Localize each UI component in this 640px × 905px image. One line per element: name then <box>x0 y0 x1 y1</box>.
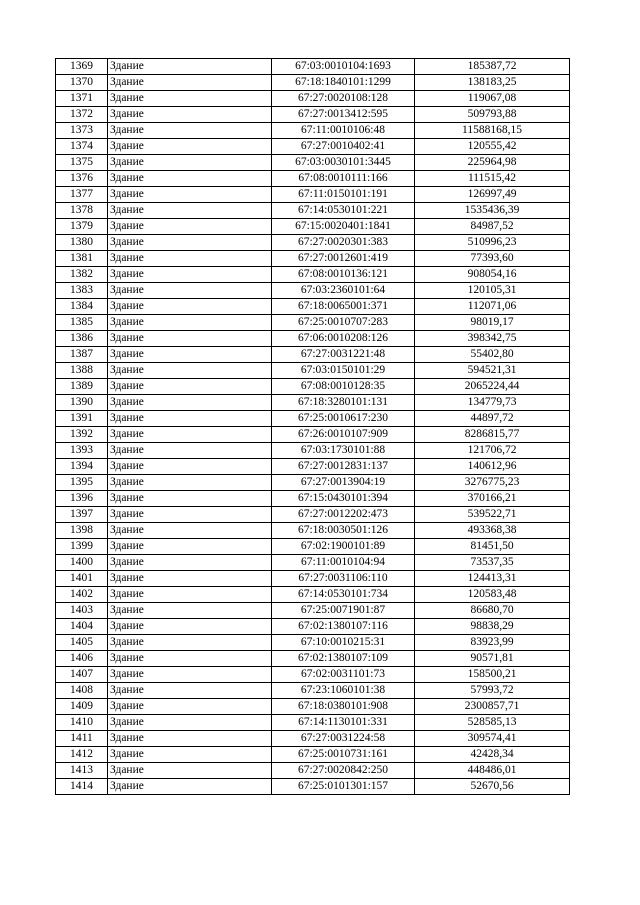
table-row <box>56 443 570 459</box>
cadastral-value-cell: 73537,35 <box>415 555 570 571</box>
row-number-cell: 1414 <box>56 779 108 795</box>
table-row <box>56 747 570 763</box>
cadastral-value-cell: 57993,72 <box>415 683 570 699</box>
row-number-cell: 1381 <box>56 251 108 267</box>
table-row <box>56 763 570 779</box>
object-type-cell: Здание <box>108 411 272 427</box>
property-registry-table <box>55 58 570 795</box>
table-row <box>56 267 570 283</box>
table-row <box>56 347 570 363</box>
row-number-cell: 1373 <box>56 123 108 139</box>
table-row <box>56 491 570 507</box>
cadastral-number-cell: 67:11:0010106:48 <box>272 123 415 139</box>
object-type-cell: Здание <box>108 571 272 587</box>
cadastral-number-cell: 67:18:1840101:1299 <box>272 75 415 91</box>
cadastral-value-cell: 86680,70 <box>415 603 570 619</box>
row-number-cell: 1386 <box>56 331 108 347</box>
cadastral-number-cell: 67:11:0010104:94 <box>272 555 415 571</box>
row-number-cell: 1389 <box>56 379 108 395</box>
object-type-cell: Здание <box>108 91 272 107</box>
cadastral-value-cell: 81451,50 <box>415 539 570 555</box>
table-row <box>56 731 570 747</box>
row-number-cell: 1402 <box>56 587 108 603</box>
cadastral-value-cell: 120583,48 <box>415 587 570 603</box>
row-number-cell: 1412 <box>56 747 108 763</box>
table-row <box>56 523 570 539</box>
row-number-cell: 1376 <box>56 171 108 187</box>
table-row <box>56 171 570 187</box>
cadastral-value-cell: 509793,88 <box>415 107 570 123</box>
table-row <box>56 699 570 715</box>
table-row <box>56 667 570 683</box>
cadastral-value-cell: 11588168,15 <box>415 123 570 139</box>
row-number-cell: 1398 <box>56 523 108 539</box>
table-row <box>56 635 570 651</box>
cadastral-value-cell: 185387,72 <box>415 59 570 75</box>
cadastral-value-cell: 90571,81 <box>415 651 570 667</box>
object-type-cell: Здание <box>108 731 272 747</box>
cadastral-number-cell: 67:10:0010215:31 <box>272 635 415 651</box>
cadastral-value-cell: 134779,73 <box>415 395 570 411</box>
cadastral-number-cell: 67:08:0010111:166 <box>272 171 415 187</box>
table-row <box>56 779 570 795</box>
cadastral-number-cell: 67:27:0010402:41 <box>272 139 415 155</box>
row-number-cell: 1407 <box>56 667 108 683</box>
cadastral-number-cell: 67:14:1130101:331 <box>272 715 415 731</box>
table-row <box>56 651 570 667</box>
row-number-cell: 1401 <box>56 571 108 587</box>
row-number-cell: 1375 <box>56 155 108 171</box>
cadastral-number-cell: 67:03:0150101:29 <box>272 363 415 379</box>
table-row <box>56 299 570 315</box>
table-row <box>56 571 570 587</box>
cadastral-value-cell: 398342,75 <box>415 331 570 347</box>
object-type-cell: Здание <box>108 267 272 283</box>
cadastral-value-cell: 124413,31 <box>415 571 570 587</box>
object-type-cell: Здание <box>108 443 272 459</box>
cadastral-number-cell: 67:03:1730101:88 <box>272 443 415 459</box>
object-type-cell: Здание <box>108 331 272 347</box>
cadastral-number-cell: 67:18:0030501:126 <box>272 523 415 539</box>
cadastral-number-cell: 67:08:0010128:35 <box>272 379 415 395</box>
object-type-cell: Здание <box>108 219 272 235</box>
table-row <box>56 203 570 219</box>
cadastral-value-cell: 158500,21 <box>415 667 570 683</box>
table-row <box>56 619 570 635</box>
object-type-cell: Здание <box>108 539 272 555</box>
table-row <box>56 139 570 155</box>
table-row <box>56 683 570 699</box>
registry-table-body <box>56 59 570 795</box>
cadastral-value-cell: 83923,99 <box>415 635 570 651</box>
object-type-cell: Здание <box>108 203 272 219</box>
cadastral-number-cell: 67:27:0031106:110 <box>272 571 415 587</box>
table-row <box>56 219 570 235</box>
table-row <box>56 459 570 475</box>
object-type-cell: Здание <box>108 315 272 331</box>
cadastral-number-cell: 67:06:0010208:126 <box>272 331 415 347</box>
object-type-cell: Здание <box>108 171 272 187</box>
cadastral-number-cell: 67:02:1380107:116 <box>272 619 415 635</box>
cadastral-value-cell: 120555,42 <box>415 139 570 155</box>
cadastral-number-cell: 67:27:0013412:595 <box>272 107 415 123</box>
cadastral-number-cell: 67:27:0020301:383 <box>272 235 415 251</box>
cadastral-number-cell: 67:15:0020401:1841 <box>272 219 415 235</box>
cadastral-number-cell: 67:27:0020108:128 <box>272 91 415 107</box>
object-type-cell: Здание <box>108 283 272 299</box>
table-row <box>56 107 570 123</box>
cadastral-number-cell: 67:25:0101301:157 <box>272 779 415 795</box>
cadastral-number-cell: 67:27:0031221:48 <box>272 347 415 363</box>
row-number-cell: 1411 <box>56 731 108 747</box>
row-number-cell: 1388 <box>56 363 108 379</box>
row-number-cell: 1397 <box>56 507 108 523</box>
object-type-cell: Здание <box>108 187 272 203</box>
cadastral-value-cell: 594521,31 <box>415 363 570 379</box>
row-number-cell: 1391 <box>56 411 108 427</box>
object-type-cell: Здание <box>108 507 272 523</box>
table-row <box>56 507 570 523</box>
object-type-cell: Здание <box>108 667 272 683</box>
cadastral-number-cell: 67:18:0065001:371 <box>272 299 415 315</box>
cadastral-number-cell: 67:25:0010731:161 <box>272 747 415 763</box>
object-type-cell: Здание <box>108 75 272 91</box>
cadastral-number-cell: 67:27:0013904:19 <box>272 475 415 491</box>
cadastral-value-cell: 77393,60 <box>415 251 570 267</box>
cadastral-value-cell: 140612,96 <box>415 459 570 475</box>
row-number-cell: 1405 <box>56 635 108 651</box>
object-type-cell: Здание <box>108 363 272 379</box>
object-type-cell: Здание <box>108 619 272 635</box>
table-row <box>56 283 570 299</box>
object-type-cell: Здание <box>108 107 272 123</box>
table-row <box>56 379 570 395</box>
cadastral-value-cell: 44897,72 <box>415 411 570 427</box>
object-type-cell: Здание <box>108 251 272 267</box>
cadastral-number-cell: 67:14:0530101:734 <box>272 587 415 603</box>
object-type-cell: Здание <box>108 59 272 75</box>
cadastral-number-cell: 67:02:1900101:89 <box>272 539 415 555</box>
row-number-cell: 1387 <box>56 347 108 363</box>
cadastral-number-cell: 67:08:0010136:121 <box>272 267 415 283</box>
cadastral-value-cell: 111515,42 <box>415 171 570 187</box>
cadastral-number-cell: 67:03:2360101:64 <box>272 283 415 299</box>
object-type-cell: Здание <box>108 491 272 507</box>
cadastral-number-cell: 67:23:1060101:38 <box>272 683 415 699</box>
table-row <box>56 315 570 331</box>
cadastral-value-cell: 8286815,77 <box>415 427 570 443</box>
table-row <box>56 587 570 603</box>
table-row <box>56 235 570 251</box>
object-type-cell: Здание <box>108 715 272 731</box>
object-type-cell: Здание <box>108 427 272 443</box>
row-number-cell: 1369 <box>56 59 108 75</box>
object-type-cell: Здание <box>108 763 272 779</box>
row-number-cell: 1406 <box>56 651 108 667</box>
table-row <box>56 91 570 107</box>
object-type-cell: Здание <box>108 347 272 363</box>
object-type-cell: Здание <box>108 747 272 763</box>
cadastral-number-cell: 67:18:3280101:131 <box>272 395 415 411</box>
row-number-cell: 1377 <box>56 187 108 203</box>
object-type-cell: Здание <box>108 235 272 251</box>
row-number-cell: 1400 <box>56 555 108 571</box>
object-type-cell: Здание <box>108 155 272 171</box>
row-number-cell: 1382 <box>56 267 108 283</box>
table-row <box>56 395 570 411</box>
row-number-cell: 1374 <box>56 139 108 155</box>
object-type-cell: Здание <box>108 395 272 411</box>
cadastral-value-cell: 98019,17 <box>415 315 570 331</box>
row-number-cell: 1380 <box>56 235 108 251</box>
cadastral-value-cell: 3276775,23 <box>415 475 570 491</box>
cadastral-value-cell: 1535436,39 <box>415 203 570 219</box>
cadastral-value-cell: 98838,29 <box>415 619 570 635</box>
cadastral-value-cell: 119067,08 <box>415 91 570 107</box>
row-number-cell: 1395 <box>56 475 108 491</box>
row-number-cell: 1403 <box>56 603 108 619</box>
cadastral-number-cell: 67:27:0012202:473 <box>272 507 415 523</box>
object-type-cell: Здание <box>108 699 272 715</box>
table-row <box>56 331 570 347</box>
object-type-cell: Здание <box>108 587 272 603</box>
object-type-cell: Здание <box>108 379 272 395</box>
table-row <box>56 603 570 619</box>
cadastral-value-cell: 370166,21 <box>415 491 570 507</box>
cadastral-value-cell: 510996,23 <box>415 235 570 251</box>
cadastral-value-cell: 84987,52 <box>415 219 570 235</box>
cadastral-number-cell: 67:03:0030101:3445 <box>272 155 415 171</box>
object-type-cell: Здание <box>108 459 272 475</box>
table-row <box>56 59 570 75</box>
cadastral-value-cell: 55402,80 <box>415 347 570 363</box>
row-number-cell: 1378 <box>56 203 108 219</box>
row-number-cell: 1410 <box>56 715 108 731</box>
table-row <box>56 539 570 555</box>
cadastral-number-cell: 67:27:0012601:419 <box>272 251 415 267</box>
cadastral-value-cell: 138183,25 <box>415 75 570 91</box>
cadastral-number-cell: 67:25:0010707:283 <box>272 315 415 331</box>
cadastral-number-cell: 67:03:0010104:1693 <box>272 59 415 75</box>
row-number-cell: 1393 <box>56 443 108 459</box>
table-row <box>56 363 570 379</box>
table-row <box>56 715 570 731</box>
row-number-cell: 1370 <box>56 75 108 91</box>
cadastral-number-cell: 67:27:0020842:250 <box>272 763 415 779</box>
row-number-cell: 1383 <box>56 283 108 299</box>
row-number-cell: 1371 <box>56 91 108 107</box>
cadastral-number-cell: 67:02:0031101:73 <box>272 667 415 683</box>
cadastral-value-cell: 2300857,71 <box>415 699 570 715</box>
cadastral-value-cell: 42428,34 <box>415 747 570 763</box>
cadastral-value-cell: 126997,49 <box>415 187 570 203</box>
table-row <box>56 555 570 571</box>
cadastral-number-cell: 67:14:0530101:221 <box>272 203 415 219</box>
row-number-cell: 1372 <box>56 107 108 123</box>
table-row <box>56 155 570 171</box>
cadastral-number-cell: 67:02:1380107:109 <box>272 651 415 667</box>
object-type-cell: Здание <box>108 123 272 139</box>
cadastral-value-cell: 121706,72 <box>415 443 570 459</box>
row-number-cell: 1379 <box>56 219 108 235</box>
object-type-cell: Здание <box>108 555 272 571</box>
cadastral-value-cell: 120105,31 <box>415 283 570 299</box>
cadastral-value-cell: 528585,13 <box>415 715 570 731</box>
cadastral-value-cell: 908054,16 <box>415 267 570 283</box>
row-number-cell: 1392 <box>56 427 108 443</box>
cadastral-value-cell: 493368,38 <box>415 523 570 539</box>
table-row <box>56 251 570 267</box>
table-row <box>56 475 570 491</box>
object-type-cell: Здание <box>108 475 272 491</box>
cadastral-number-cell: 67:25:0010617:230 <box>272 411 415 427</box>
table-row <box>56 75 570 91</box>
object-type-cell: Здание <box>108 523 272 539</box>
object-type-cell: Здание <box>108 139 272 155</box>
cadastral-value-cell: 112071,06 <box>415 299 570 315</box>
cadastral-number-cell: 67:27:0031224:58 <box>272 731 415 747</box>
table-row <box>56 427 570 443</box>
cadastral-number-cell: 67:25:0071901:87 <box>272 603 415 619</box>
object-type-cell: Здание <box>108 651 272 667</box>
object-type-cell: Здание <box>108 779 272 795</box>
cadastral-number-cell: 67:27:0012831:137 <box>272 459 415 475</box>
cadastral-value-cell: 539522,71 <box>415 507 570 523</box>
object-type-cell: Здание <box>108 683 272 699</box>
cadastral-value-cell: 52670,56 <box>415 779 570 795</box>
table-row <box>56 187 570 203</box>
row-number-cell: 1413 <box>56 763 108 779</box>
cadastral-value-cell: 225964,98 <box>415 155 570 171</box>
row-number-cell: 1408 <box>56 683 108 699</box>
row-number-cell: 1384 <box>56 299 108 315</box>
cadastral-number-cell: 67:18:0380101:908 <box>272 699 415 715</box>
object-type-cell: Здание <box>108 299 272 315</box>
object-type-cell: Здание <box>108 635 272 651</box>
cadastral-number-cell: 67:26:0010107:909 <box>272 427 415 443</box>
table-row <box>56 123 570 139</box>
cadastral-value-cell: 448486,01 <box>415 763 570 779</box>
row-number-cell: 1409 <box>56 699 108 715</box>
row-number-cell: 1404 <box>56 619 108 635</box>
row-number-cell: 1396 <box>56 491 108 507</box>
row-number-cell: 1385 <box>56 315 108 331</box>
table-row <box>56 411 570 427</box>
row-number-cell: 1399 <box>56 539 108 555</box>
row-number-cell: 1394 <box>56 459 108 475</box>
cadastral-number-cell: 67:11:0150101:191 <box>272 187 415 203</box>
cadastral-value-cell: 2065224,44 <box>415 379 570 395</box>
cadastral-number-cell: 67:15:0430101:394 <box>272 491 415 507</box>
object-type-cell: Здание <box>108 603 272 619</box>
cadastral-value-cell: 309574,41 <box>415 731 570 747</box>
row-number-cell: 1390 <box>56 395 108 411</box>
